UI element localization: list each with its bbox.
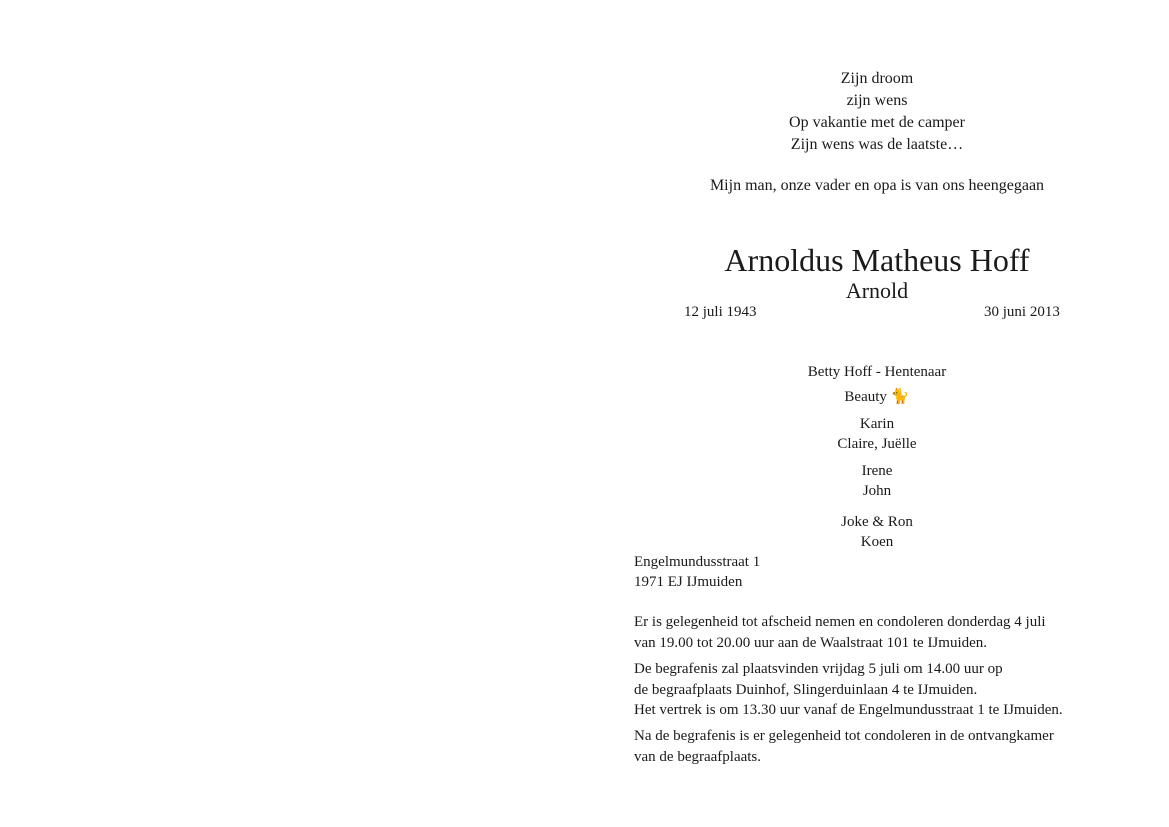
after-funeral-line-2: van de begraafplaats. (634, 749, 762, 765)
family-pet (844, 387, 909, 407)
condolence-line-1: Er is gelegenheid tot afscheid nemen en condoleren donderdag 4 juli (634, 614, 1046, 630)
death-date: 30 juni 2013 (984, 304, 1060, 320)
family-child-3: Joke & Ron (841, 514, 913, 530)
poem-line-1: Zijn droom (840, 70, 914, 87)
funeral-line-1: De begrafenis zal plaatsvinden vrijdag 5 juli om 14.00 uur op (634, 661, 1003, 677)
address-street: Engelmundusstraat 1 (634, 554, 761, 570)
intro-text: Mijn man, onze vader en opa is van ons heengegaan (709, 177, 1045, 194)
funeral-line-2: de begraafplaats Duinhof, Slingerduinlaan 4 te IJmuiden. (634, 682, 978, 698)
birth-date: 12 juli 1943 (684, 304, 757, 320)
deceased-full-name: Arnoldus Matheus Hoff (724, 242, 1030, 278)
poem-line-4: Zijn wens was de laatste… (790, 136, 964, 153)
family-child-1-members: Claire, Juëlle (837, 436, 917, 452)
funeral-line-3: Het vertrek is om 13.30 uur vanaf de Engelmundusstraat 1 te IJmuiden. (634, 702, 1063, 718)
deceased-nickname: Arnold (845, 278, 909, 303)
poem-line-2: zijn wens (846, 92, 908, 109)
poem-line-3: Op vakantie met de camper (789, 114, 965, 131)
condolence-line-2: van 19.00 tot 20.00 uur aan de Waalstraat 101 te IJmuiden. (634, 635, 988, 651)
family-spouse: Betty Hoff - Hentenaar (807, 364, 947, 380)
address-city: 1971 EJ IJmuiden (634, 574, 743, 590)
family-child-1: Karin (859, 416, 895, 432)
family-child-3-members: Koen (860, 534, 894, 550)
pet-name: Beauty (844, 389, 887, 405)
after-funeral-line-1: Na de begrafenis is er gelegenheid tot condoleren in de ontvangkamer (634, 728, 1054, 744)
family-child-2: Irene (861, 463, 893, 479)
family-child-2-members: John (862, 483, 892, 499)
cat-icon: 🐈 (890, 389, 910, 405)
